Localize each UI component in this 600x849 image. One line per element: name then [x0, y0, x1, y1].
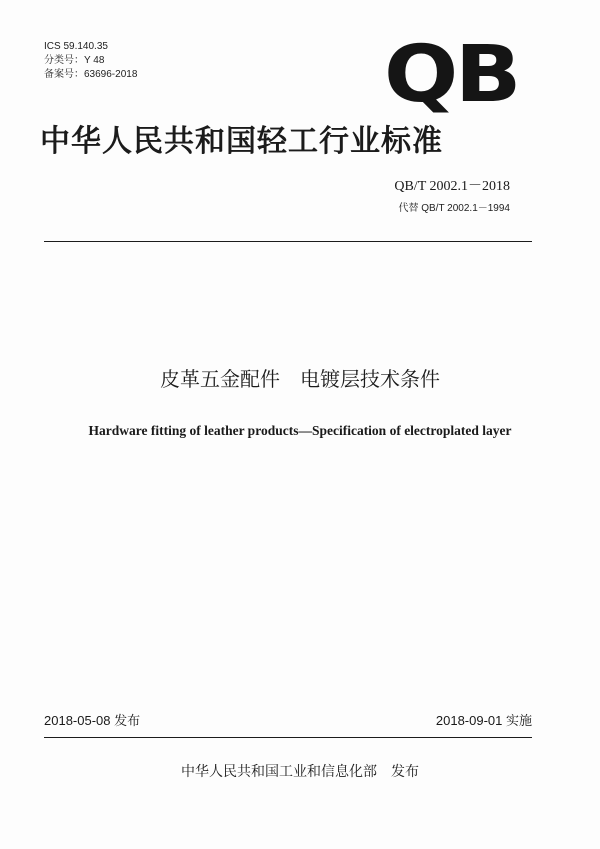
document-title-english: Hardware fitting of leather products—Specification of electroplated layer	[88, 423, 512, 438]
standard-code: QB/T 2002.1－2018	[394, 179, 510, 194]
standard-category-title: 中华人民共和国轻工行业标准	[40, 124, 443, 159]
qb-logo: QB	[384, 30, 519, 120]
filing-number: 备案号：63696-2018	[44, 69, 138, 80]
issue-date: 2018-05-08 发布	[44, 713, 141, 728]
publisher: 中华人民共和国工业和信息化部 发布	[181, 764, 419, 780]
document-title-chinese: 皮革五金配件 电镀层技术条件	[160, 367, 440, 391]
implementation-date: 2018-09-01 实施	[435, 713, 532, 728]
ics-code: ICS 59.140.35	[44, 41, 108, 52]
classification-number: 分类号：Y 48	[44, 55, 105, 66]
header-divider	[44, 241, 532, 242]
footer-divider	[44, 737, 532, 738]
replaced-standard: 代替 QB/T 2002.1－1994	[398, 203, 510, 214]
classification-block	[44, 40, 137, 82]
